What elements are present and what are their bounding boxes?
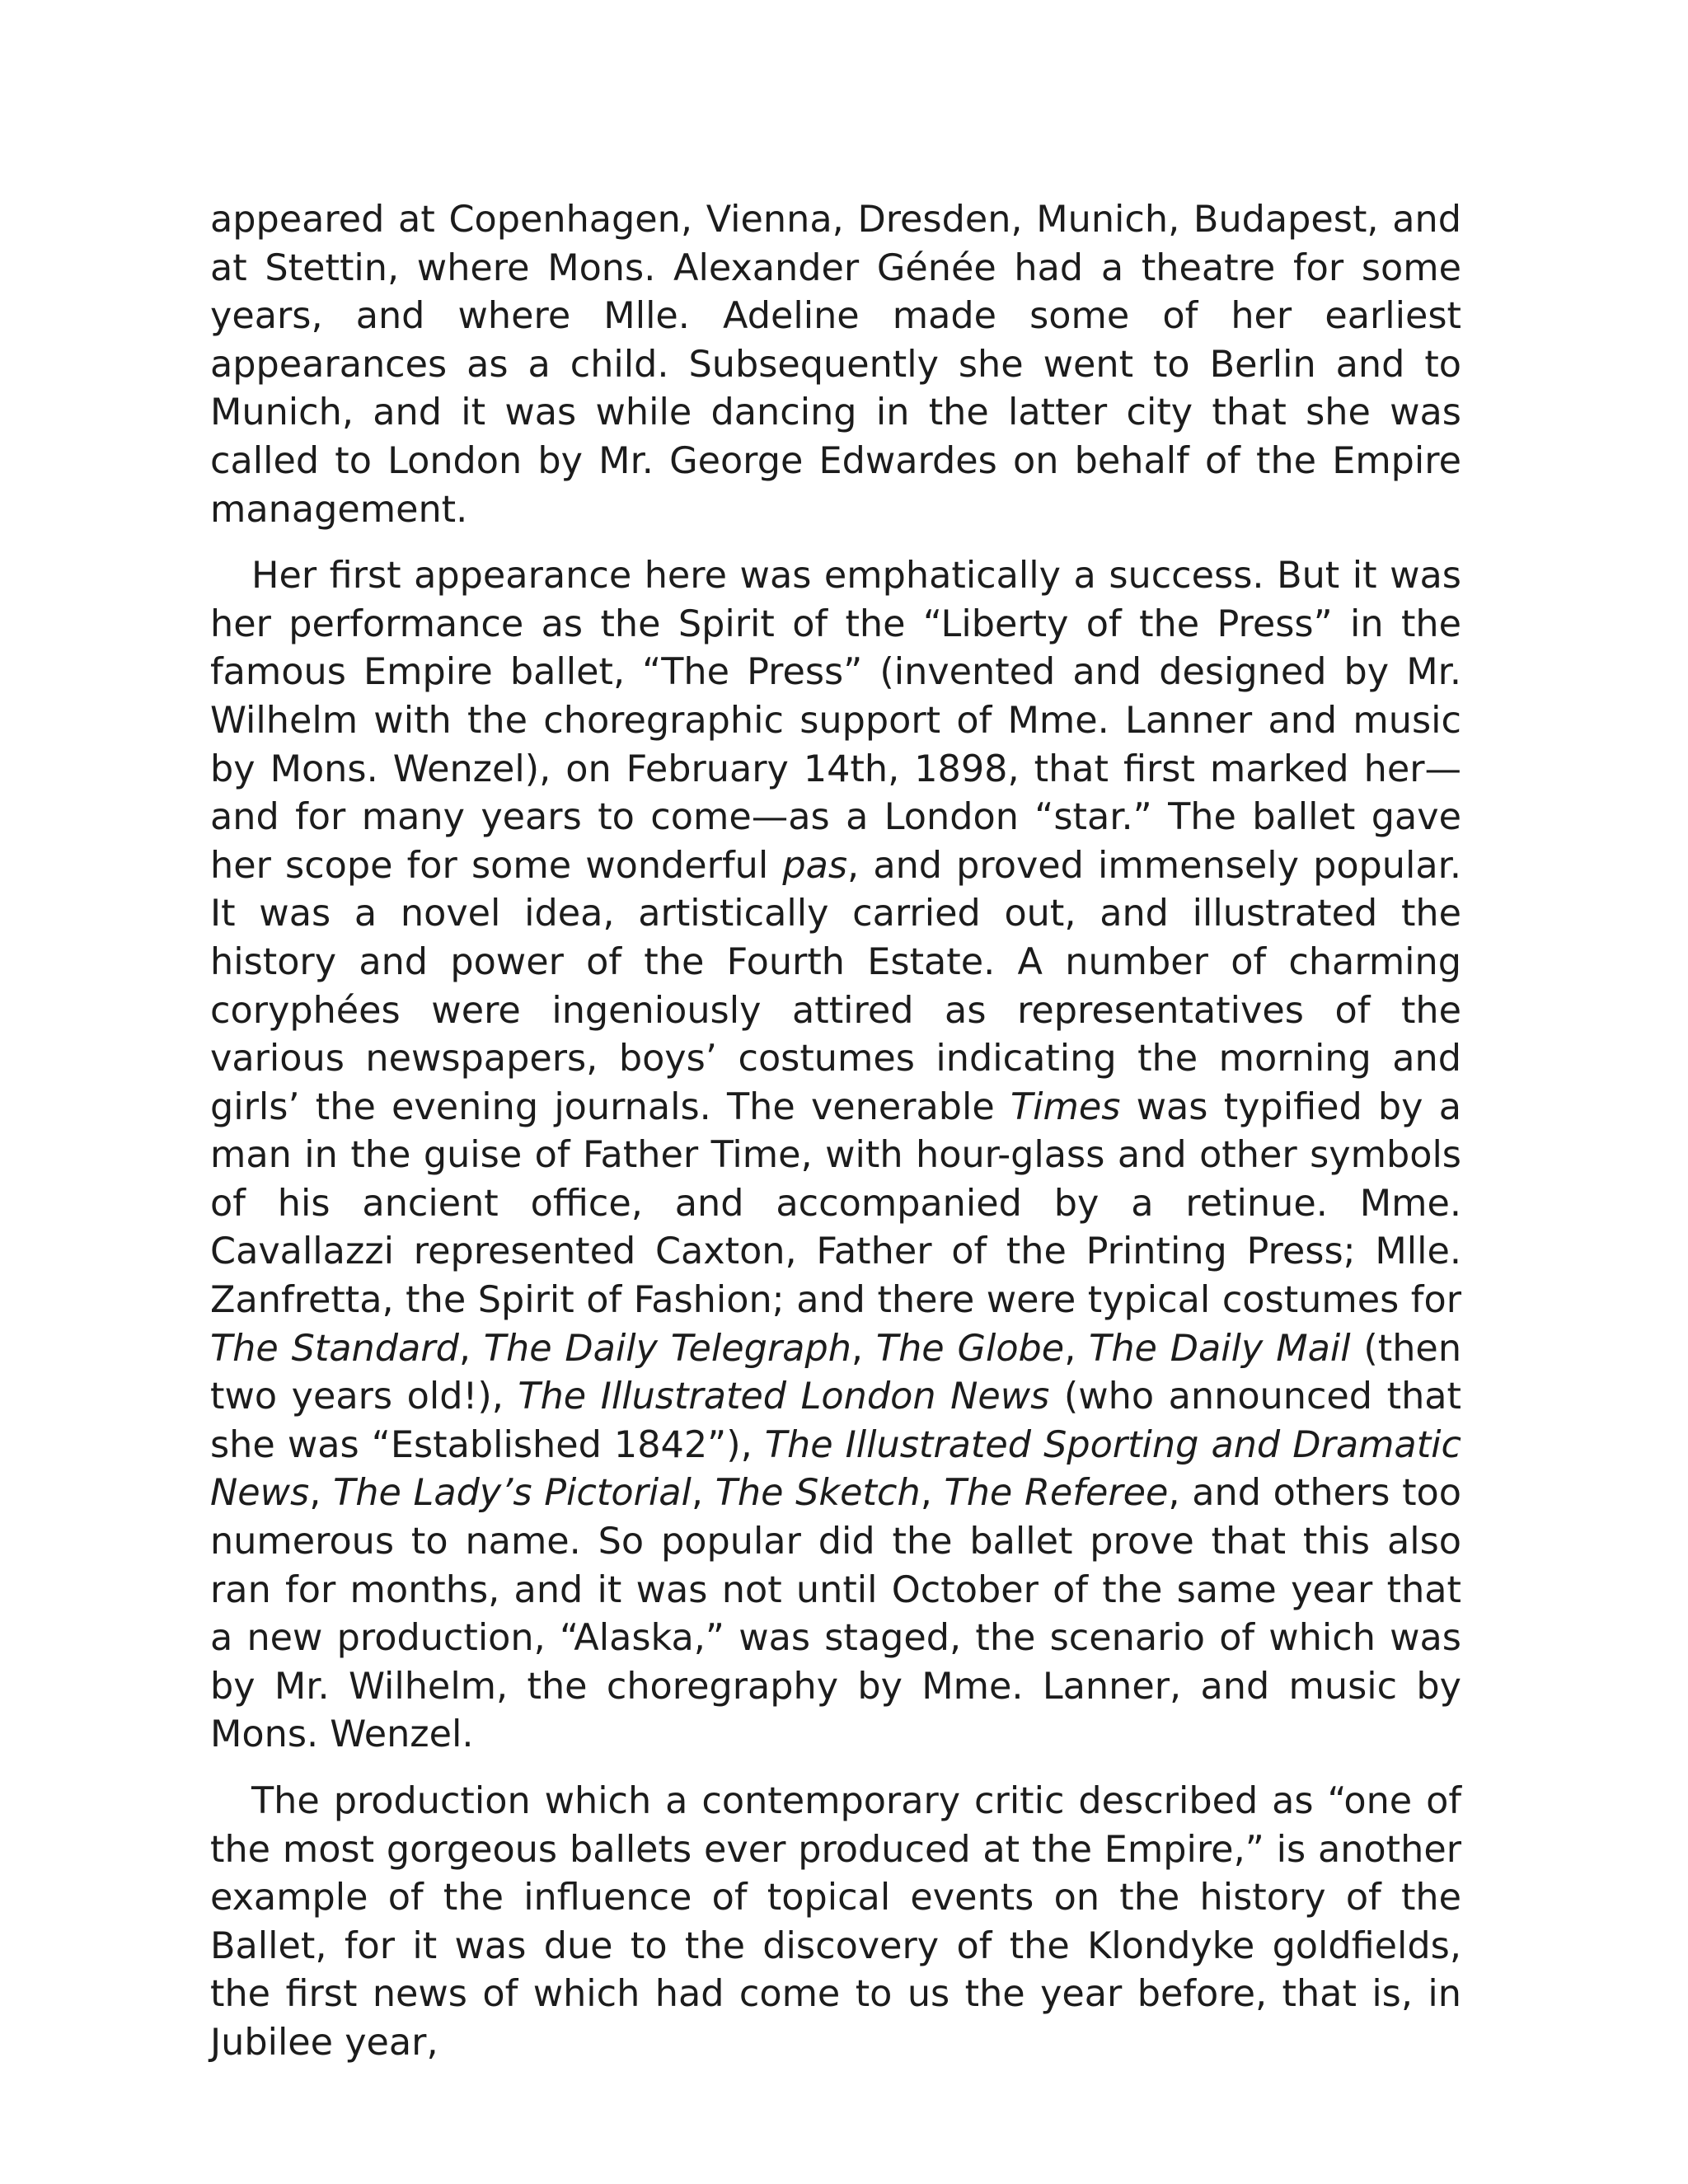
body-text: ,: [851, 1327, 876, 1370]
body-text: appeared at Copenhagen, Vienna, Dresden, Munich, Budapest, and at Stettin, where Mons. Alexander Génée had a theatre for some years, and where Mlle. Adeline made some of her earliest appearances as a child. Subsequently she went to Berlin and to Munich, and it was while dancing in the latter city that she was called to London by Mr. George Edwardes on behalf of the Empire management.: [210, 199, 1461, 531]
italic-title-text: pas: [782, 844, 848, 887]
italic-title-text: The Daily Telegraph: [483, 1327, 851, 1370]
italic-title-text: The Illustrated Sporting and Dramatic News: [210, 1423, 1461, 1515]
body-text: was typified by a man in the guise of Father Time, with hour-glass and other symbols of his ancient office, and accompanied by a retinue. Mme. Cavallazzi represented Caxton, Father of the Printing Press; Mlle. Zanfretta, the Spirit of Fashion; and there were typical costumes for: [210, 1085, 1461, 1322]
body-text: ,: [309, 1472, 334, 1515]
italic-title-text: The Referee: [944, 1472, 1169, 1515]
italic-title-text: The Standard: [210, 1327, 459, 1370]
body-text: ,: [1064, 1327, 1090, 1370]
body-text: ,: [691, 1472, 715, 1515]
page-body: [210, 196, 1461, 2068]
body-text: (who announced that she was “Established 1842”),: [210, 1376, 1461, 1466]
paragraph: [210, 552, 1461, 1760]
paragraph: [210, 1778, 1461, 2068]
body-text: ,: [458, 1327, 484, 1370]
italic-title-text: The Daily Mail: [1089, 1327, 1351, 1370]
body-text: (then two years old!),: [210, 1327, 1462, 1418]
italic-title-text: The Globe: [875, 1327, 1065, 1370]
body-text: ,: [920, 1472, 945, 1515]
body-text: Her first appearance here was emphatically a success. But it was her performance as the Spirit of the “Liberty of the Press” in the famous Empire ballet, “The Press” (invented and designed by Mr. Wilhelm with the choregraphic support of Mme. Lanner and music by Mons. Wenzel), on February 14th, 1898, that first marked her—and for many years to come—as a London “star.” The ballet gave her scope for some wonderful: [210, 555, 1461, 887]
body-text: The production which a contemporary critic described as “one of the most gorgeous ballets ever produced at the Empire,” is another example of the influence of topical events on the history of the Ballet, for it was due to the discovery of the Klondyke goldfields, the first news of which had come to us the year before, that is, in Jubilee year,: [210, 1780, 1461, 2064]
italic-title-text: The Sketch: [715, 1472, 921, 1515]
italic-title-text: The Lady’s Pictorial: [333, 1472, 692, 1515]
paragraph: [210, 196, 1461, 534]
italic-title-text: The Illustrated London News: [518, 1376, 1050, 1418]
body-text: , and proved immensely popular. It was a novel idea, artistically carried out, and illustrated the history and power of the Fourth Estate. A number of charming coryphées were ingeniously attired as representatives of the various newspapers, boys’ costumes indicating the morning and girls’ the evening journals. The venerable: [210, 844, 1461, 1128]
body-text: , and others too numerous to name. So popular did the ballet prove that this also ran for months, and it was not until October of the same year that a new production, “Alaska,” was staged, the scenario of which was by Mr. Wilhelm, the choregraphy by Mme. Lanner, and music by Mons. Wenzel.: [210, 1472, 1461, 1756]
italic-title-text: Times: [1010, 1085, 1121, 1128]
